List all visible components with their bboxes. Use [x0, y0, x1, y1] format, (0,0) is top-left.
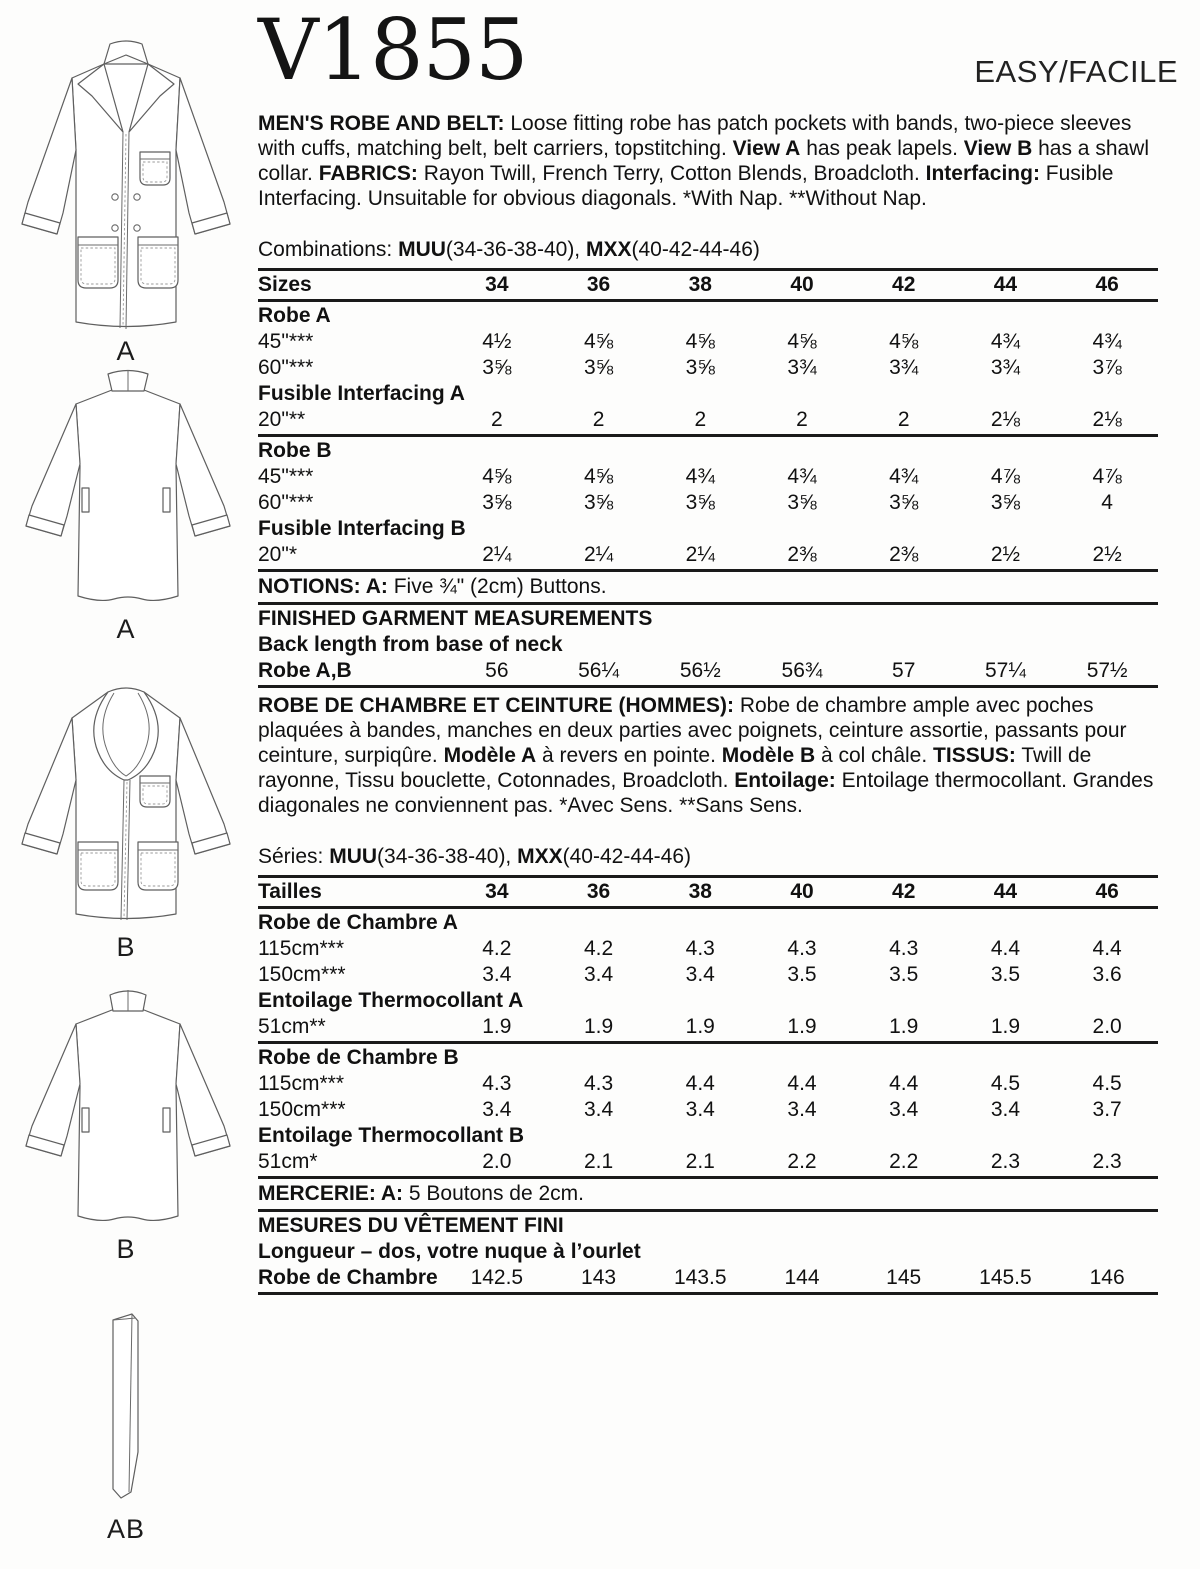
table-cell: 3⅝: [990, 491, 1021, 515]
table-cell: 4⅝: [889, 330, 919, 354]
table-cell: 2.3: [990, 1150, 1021, 1174]
table-cell: 3.4: [685, 1098, 715, 1122]
table-row-label: Tailles: [258, 880, 322, 904]
table-section-label: Fusible Interfacing B: [258, 517, 466, 541]
table-cell: 3.4: [482, 963, 512, 987]
table-cell: 143.5: [674, 1266, 727, 1290]
belt-art: [113, 1314, 138, 1498]
text-run: (34-36-38-40),: [445, 238, 586, 262]
patch-pocket: [78, 842, 118, 890]
table-cell: 3⅞: [1092, 356, 1122, 380]
figure-label-b-back: B: [116, 1234, 136, 1264]
table-cell: 146: [1089, 1266, 1125, 1290]
table-cell: 2¼: [685, 543, 715, 567]
table-cell: 2.0: [482, 1150, 512, 1174]
table-cell: 3⅝: [685, 356, 715, 380]
text-run: Modèle A: [443, 744, 537, 768]
table-cell: 4.2: [482, 937, 512, 961]
text-run: MXX: [517, 845, 563, 869]
table-rule: [258, 1041, 1158, 1044]
table-cell: 145: [886, 1266, 922, 1290]
text-run: Combinations:: [258, 238, 399, 262]
text-run: Fusible Interfacing. Unsuitable for obvious diagonals. *With Nap. **Without Nap.: [258, 162, 1114, 211]
table-rule: [258, 1209, 1158, 1212]
table-cell: 2.1: [685, 1150, 715, 1174]
table-row-label: 45"***: [258, 465, 314, 489]
table-cell: 4¾: [990, 330, 1021, 354]
text-run: has peak lapels.: [800, 137, 964, 161]
table-row-label: 150cm***: [258, 963, 346, 987]
table-cell: 3⅝: [482, 356, 512, 380]
description-english: [258, 111, 1158, 211]
table-cell: 4¾: [1092, 330, 1122, 354]
table-cell: 1.9: [787, 1015, 817, 1039]
table-cell: 144: [784, 1266, 820, 1290]
button: [112, 194, 118, 200]
table-cell: 36: [586, 273, 611, 297]
table-cell: 4.3: [482, 1072, 512, 1096]
belt-carrier: [163, 1108, 170, 1132]
table-rule: [258, 602, 1158, 605]
table-cell: 143: [581, 1266, 617, 1290]
text-run: Robe de chambre ample avec poches plaquées à bandes, manches en deux parties avec poignets, ceinture assortie, passants pour ceinture, surpiqûre.: [258, 694, 1127, 768]
table-rule: [258, 299, 1158, 302]
figure-label-a-front: A: [116, 336, 136, 366]
table-cell: 4⅞: [1092, 465, 1122, 489]
table-cell: 2⅜: [787, 543, 817, 567]
table-cell: 2.2: [889, 1150, 919, 1174]
table-row-label: 60"***: [258, 491, 314, 515]
table-cell: 2.2: [787, 1150, 817, 1174]
table-row-label: 45"***: [258, 330, 314, 354]
text-run: View B: [963, 137, 1033, 161]
table-cell: 3.5: [787, 963, 817, 987]
table-row-label: Sizes: [258, 273, 312, 297]
table-cell: 3⅝: [787, 491, 817, 515]
main-content: [258, 0, 1158, 1296]
text-run: Twill de rayonne, Tissu bouclette, Cotonnades, Broadcloth.: [258, 744, 1092, 793]
table-cell: 4.5: [1092, 1072, 1122, 1096]
figure-robe-a-back: [6, 366, 246, 645]
robe-b-front-drawing: [10, 680, 242, 930]
table-cell: 46: [1095, 273, 1119, 297]
table-cell: 3¾: [990, 356, 1021, 380]
table-cell: 4⅝: [482, 465, 512, 489]
table-cell: 4.3: [583, 1072, 614, 1096]
table-cell: 34: [485, 273, 509, 297]
description-french: [258, 693, 1158, 818]
table-cell: 1.9: [889, 1015, 919, 1039]
table-cell: 4.3: [889, 937, 919, 961]
belt-carrier: [82, 488, 89, 512]
text-run: à revers en pointe.: [536, 744, 722, 768]
chest-pocket: [140, 776, 170, 807]
combinations-line-french: [258, 845, 1158, 869]
table-note: [258, 1180, 1158, 1208]
text-run: FABRICS:: [318, 162, 418, 186]
table-cell: 1.9: [685, 1015, 715, 1039]
table-cell: 3.4: [583, 963, 614, 987]
table-cell: 4⅝: [787, 330, 817, 354]
table-cell: 2⅛: [1092, 408, 1122, 432]
robe-b-back-art: [26, 990, 230, 1220]
figure-label-belt: AB: [106, 1514, 146, 1544]
text-run: MUU: [398, 238, 446, 262]
table-section-label: MESURES DU VÊTEMENT FINI: [258, 1214, 564, 1238]
table-cell: 4¾: [889, 465, 919, 489]
table-section-label: Entoilage Thermocollant B: [258, 1124, 525, 1148]
table-cell: 4.3: [787, 937, 817, 961]
table-rule: [258, 268, 1158, 271]
figure-belt: [6, 1306, 246, 1545]
table-cell: 4.4: [685, 1072, 715, 1096]
robe-a-front-drawing: [10, 32, 242, 334]
table-cell: 1.9: [482, 1015, 512, 1039]
table-row-label: Robe de Chambre: [258, 1266, 438, 1290]
table-cell: 2½: [1092, 543, 1122, 567]
text-run: TISSUS:: [933, 744, 1016, 768]
button: [112, 225, 118, 231]
table-row-label: 20"*: [258, 543, 297, 567]
table-section-label: Fusible Interfacing A: [258, 382, 465, 406]
table-rule: [258, 434, 1158, 437]
text-run: à col châle.: [815, 744, 934, 768]
robe-a-back-art: [26, 370, 230, 600]
table-cell: 4.5: [990, 1072, 1021, 1096]
figure-label-b-front: B: [116, 932, 136, 962]
table-cell: 4¾: [685, 465, 715, 489]
table-cell: 2: [897, 408, 910, 432]
combinations-line-english: [258, 238, 1158, 262]
text-run: (40-42-44-46): [631, 238, 760, 262]
table-section-label: Robe B: [258, 439, 332, 463]
table-cell: 42: [892, 273, 916, 297]
table-cell: 3¾: [787, 356, 817, 380]
table-cell: 4¾: [787, 465, 817, 489]
table-section-label: Back length from base of neck: [258, 633, 563, 657]
text-run: MEN'S ROBE AND BELT:: [258, 112, 505, 136]
table-cell: 3.4: [583, 1098, 614, 1122]
figure-column: [0, 0, 252, 1569]
text-run: Séries:: [258, 845, 330, 869]
table-cell: 1.9: [990, 1015, 1021, 1039]
table-cell: 3.5: [990, 963, 1021, 987]
table-cell: 3.4: [685, 963, 715, 987]
text-run: Interfacing:: [925, 162, 1040, 186]
table-cell: 34: [485, 880, 509, 904]
table-cell: 4.4: [787, 1072, 817, 1096]
belt-carrier: [163, 488, 170, 512]
table-cell: 4⅝: [685, 330, 715, 354]
chest-pocket: [140, 152, 170, 185]
table-cell: 145.5: [979, 1266, 1032, 1290]
table-cell: 3⅝: [583, 356, 614, 380]
table-row-label: 60"***: [258, 356, 314, 380]
table-cell: 38: [688, 880, 712, 904]
table-cell: 40: [790, 273, 814, 297]
table-section-label: FINISHED GARMENT MEASUREMENTS: [258, 607, 653, 631]
table-cell: 2: [796, 408, 808, 432]
table-cell: 57¼: [984, 659, 1026, 683]
yardage-table-english: [258, 267, 1158, 689]
table-cell: 3⅝: [889, 491, 919, 515]
table-cell: 142.5: [470, 1266, 524, 1290]
table-cell: 56¾: [781, 659, 823, 683]
text-run: (34-36-38-40),: [377, 845, 518, 869]
table-section-label: Entoilage Thermocollant A: [258, 989, 524, 1013]
text-run: MXX: [585, 238, 632, 262]
robe-a-back-drawing: [10, 366, 242, 612]
figure-robe-b-back: [6, 986, 246, 1265]
button: [134, 194, 140, 200]
figure-label-a-back: A: [116, 614, 136, 644]
table-cell: 3¾: [889, 356, 919, 380]
text-run: Five ¾" (2cm) Buttons.: [387, 575, 607, 599]
table-row-label: 51cm**: [258, 1015, 326, 1039]
table-cell: 3⅝: [685, 491, 715, 515]
table-rule: [258, 569, 1158, 572]
yardage-table-french: [258, 874, 1158, 1296]
text-run: Entoilage thermocollant. Grandes diagonales ne conviennent pas. *Avec Sens. **Sans Sens.: [258, 769, 1154, 818]
table-cell: 2½: [990, 543, 1021, 567]
text-run: View A: [732, 137, 801, 161]
table-rule: [258, 875, 1158, 878]
table-section-label: Robe de Chambre B: [258, 1046, 459, 1070]
table-cell: 4⅝: [583, 465, 614, 489]
robe-b-back-drawing: [10, 986, 242, 1232]
table-cell: 2: [491, 408, 503, 432]
table-cell: 56¼: [578, 659, 619, 683]
table-section-label: Robe A: [258, 304, 331, 328]
table-cell: 2⅜: [889, 543, 919, 567]
text-run: NOTIONS: A:: [258, 575, 388, 599]
table-cell: 3⅝: [482, 491, 512, 515]
table-cell: 4: [1101, 491, 1113, 515]
belt-carrier: [82, 1108, 89, 1132]
button: [134, 225, 140, 231]
table-cell: 3.4: [787, 1098, 817, 1122]
belt-drawing: [10, 1306, 242, 1512]
table-cell: 2¼: [583, 543, 614, 567]
pattern-number-title: V1855: [258, 1, 528, 99]
text-run: (40-42-44-46): [562, 845, 692, 869]
patch-pocket: [138, 842, 178, 890]
table-row-label: 20"**: [258, 408, 306, 432]
table-cell: 4.4: [1092, 937, 1122, 961]
table-cell: 2: [592, 408, 605, 432]
table-cell: 56: [485, 659, 509, 683]
table-cell: 1.9: [583, 1015, 614, 1039]
table-cell: 4.3: [685, 937, 715, 961]
table-rule: [258, 685, 1158, 688]
text-run: ROBE DE CHAMBRE ET CEINTURE (HOMMES):: [258, 694, 734, 718]
text-run: 5 Boutons de 2cm.: [403, 1182, 585, 1206]
table-cell: 2¼: [482, 543, 512, 567]
table-cell: 56½: [679, 659, 721, 683]
table-cell: 40: [790, 880, 814, 904]
table-row-label: 115cm***: [258, 937, 344, 961]
table-cell: 42: [892, 880, 916, 904]
table-row-label: 115cm***: [258, 1072, 344, 1096]
difficulty-label: EASY/FACILE: [974, 54, 1178, 89]
text-run: Entoilage:: [734, 769, 836, 793]
table-cell: 44: [993, 880, 1018, 904]
table-cell: 4⅞: [990, 465, 1021, 489]
table-cell: 3.4: [889, 1098, 919, 1122]
table-cell: 4⅝: [583, 330, 614, 354]
table-cell: 2⅛: [990, 408, 1021, 432]
table-section-label: Longueur – dos, votre nuque à l’ourlet: [258, 1240, 641, 1264]
table-cell: 4.4: [990, 937, 1021, 961]
table-cell: 4.4: [889, 1072, 919, 1096]
table-cell: 2.1: [583, 1150, 614, 1174]
table-cell: 3.6: [1092, 963, 1122, 987]
text-run: has a shawl collar.: [258, 137, 1150, 186]
table-cell: 44: [993, 273, 1018, 297]
table-cell: 2.0: [1092, 1015, 1122, 1039]
table-cell: 3.5: [889, 963, 919, 987]
table-cell: 3⅝: [583, 491, 614, 515]
table-cell: 2.3: [1092, 1150, 1122, 1174]
table-cell: 3.7: [1092, 1098, 1122, 1122]
table-cell: 3.4: [482, 1098, 512, 1122]
table-cell: 38: [688, 273, 712, 297]
table-cell: 4.2: [583, 937, 614, 961]
table-row-label: Robe A,B: [258, 659, 352, 683]
table-rule: [258, 906, 1158, 909]
text-run: Loose fitting robe has patch pockets with bands, two-piece sleeves with cuffs, matching belt, belt carriers, topstitching.: [258, 112, 1132, 161]
text-run: Rayon Twill, French Terry, Cotton Blends, Broadcloth.: [417, 162, 926, 186]
table-note: [258, 573, 1158, 601]
table-cell: 36: [586, 880, 611, 904]
table-rule: [258, 1176, 1158, 1179]
table-cell: 3.4: [990, 1098, 1021, 1122]
figure-robe-b-front: [6, 680, 246, 963]
robe-b-front-art: [22, 688, 230, 920]
figure-robe-a-front: [6, 32, 246, 367]
table-cell: 57½: [1086, 659, 1128, 683]
table-cell: 4½: [482, 330, 512, 354]
text-run: MERCERIE: A:: [258, 1182, 404, 1206]
table-section-label: Robe de Chambre A: [258, 911, 458, 935]
robe-a-front-art: [22, 41, 230, 329]
text-run: MUU: [329, 845, 378, 869]
table-row-label: 150cm***: [258, 1098, 346, 1122]
table-rule: [258, 1292, 1158, 1295]
table-cell: 46: [1095, 880, 1119, 904]
text-run: Modèle B: [721, 744, 816, 768]
table-cell: 57: [892, 659, 916, 683]
table-row-label: 51cm*: [258, 1150, 318, 1174]
table-cell: 2: [694, 408, 707, 432]
